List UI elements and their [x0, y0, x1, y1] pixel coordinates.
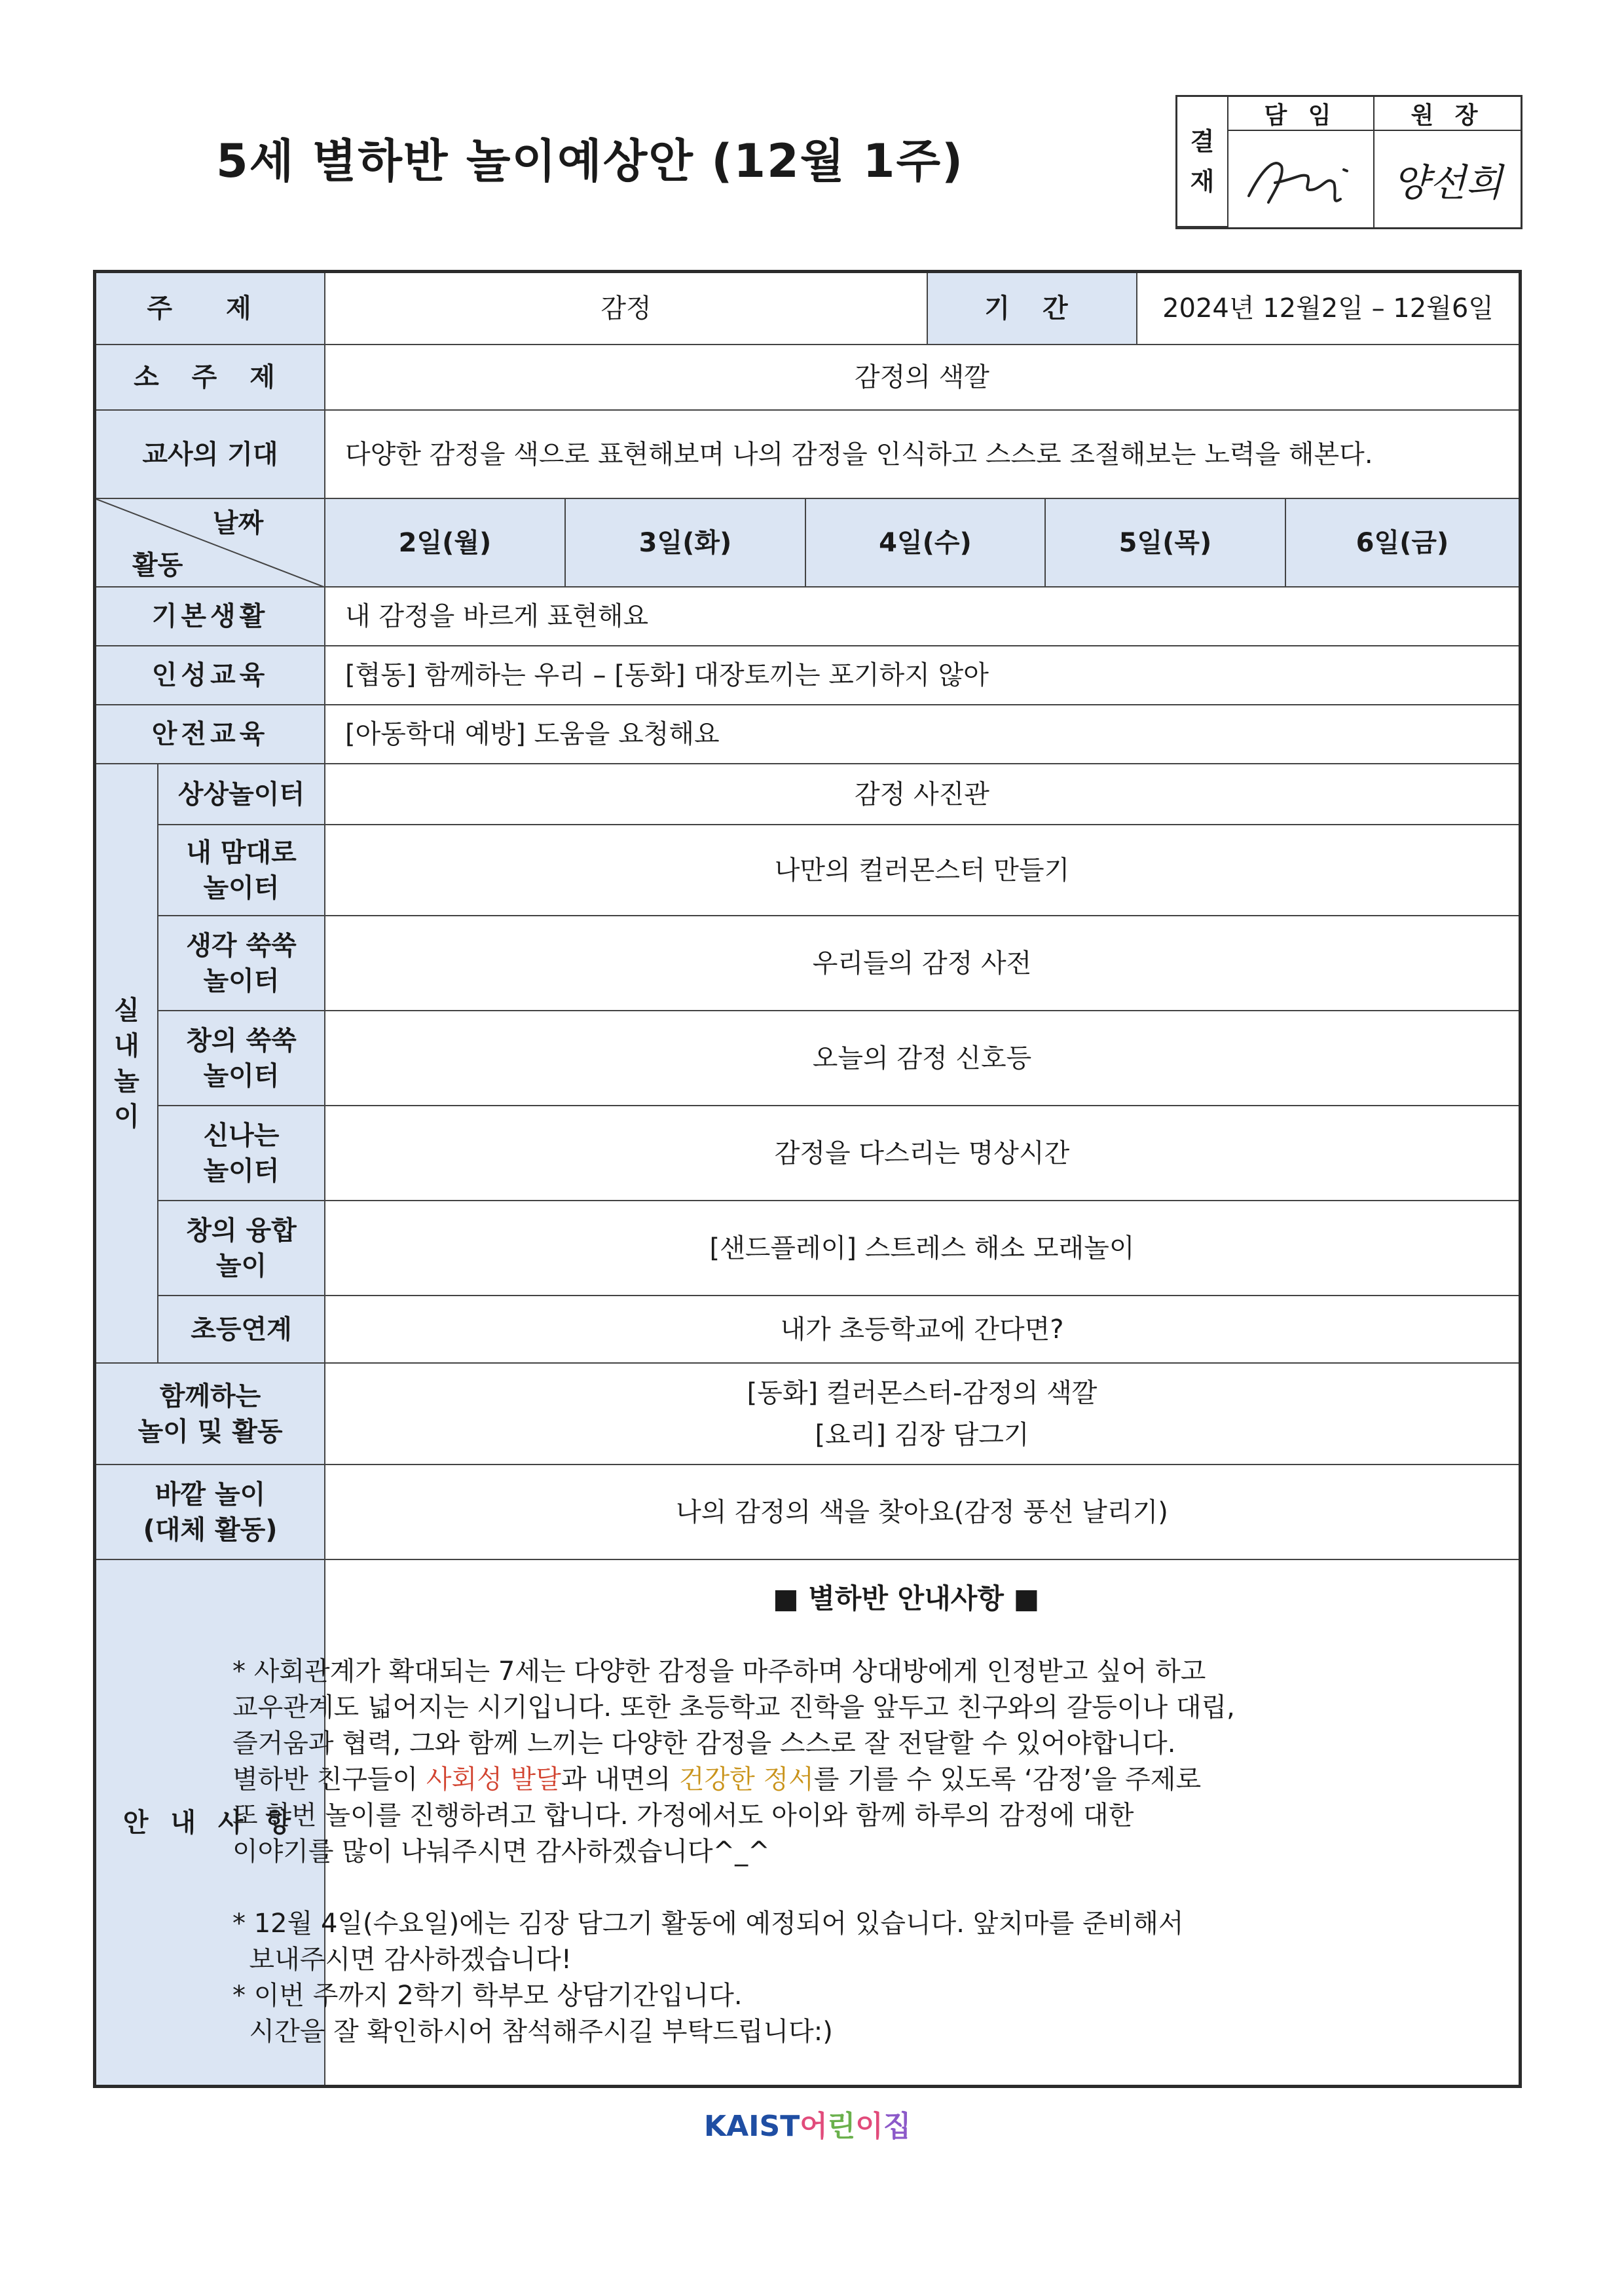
diagonal-divider-icon: [96, 499, 325, 588]
notice-text-part: 과 내면의: [561, 1764, 679, 1795]
activity-label: 활동: [132, 550, 183, 580]
together-item: [동화] 컬러몬스터-감정의 색깔: [747, 1377, 1098, 1408]
highlight-emotion: 건강한 정서: [678, 1764, 814, 1795]
basic-value: 내 감정을 바르게 표현해요: [325, 588, 1519, 646]
logo-char: 린: [827, 2110, 856, 2143]
basic-label: 기본생활: [96, 588, 325, 646]
approval-box: [1175, 95, 1522, 229]
day-wed: 4일(수): [806, 499, 1046, 588]
day-thu: 5일(목): [1046, 499, 1286, 588]
signature-scribble-icon: [1236, 143, 1367, 215]
notice-line: [232, 1762, 1503, 1798]
approval-label-2: 재: [1190, 166, 1215, 196]
indoor-area: 창의 쑥쑥 놀이터: [158, 1011, 325, 1106]
safety-value: [아동학대 예방] 도움을 요청해요: [325, 705, 1519, 764]
notice-line: * 사회관계가 확대되는 7세는 다양한 감정을 마주하며 상대방에게 인정받고 싶어 하고: [232, 1656, 1206, 1687]
subject-label: 주 제: [96, 273, 325, 345]
approval-head-teacher: 담 임: [1228, 97, 1375, 131]
indoor-label-char: 놀: [114, 1066, 139, 1096]
notice-line: 교우관계도 넓어지는 시기입니다. 또한 초등학교 진학을 앞두고 친구와의 갈등이나 대립,: [232, 1692, 1235, 1723]
director-signature-text: 양선희: [1392, 160, 1503, 205]
approval-label: [1177, 97, 1228, 227]
subject-value: 감정: [325, 273, 928, 345]
indoor-label-char: 이: [114, 1101, 139, 1132]
day-mon: 2일(월): [325, 499, 566, 588]
head-teacher-signature: [1228, 131, 1375, 227]
notice-line: 이야기를 많이 나눠주시면 감사하겠습니다^_^: [232, 1837, 770, 1867]
notice-title: ■ 별하반 안내사항 ■: [773, 1582, 1040, 1614]
subsubject-label: 소 주 제: [96, 345, 325, 411]
indoor-label-char: 실: [114, 995, 139, 1026]
day-fri: 6일(금): [1286, 499, 1519, 588]
indoor-area: 신나는 놀이터: [158, 1106, 325, 1201]
notice-spacer: [232, 1870, 1503, 1906]
outdoor-label: 바깥 놀이 (대체 활동): [96, 1465, 325, 1560]
indoor-activity: 오늘의 감정 신호등: [325, 1011, 1519, 1106]
indoor-activity: 나만의 컬러몬스터 만들기: [325, 825, 1519, 916]
indoor-activity: 내가 초등학교에 간다면?: [325, 1296, 1519, 1364]
notice-line: * 이번 주까지 2학기 학부모 상담기간입니다.: [232, 1981, 743, 2011]
indoor-activity: [샌드플레이] 스트레스 해소 모래놀이: [325, 1201, 1519, 1296]
notice-line: 보내주시면 감사하겠습니다!: [232, 1945, 572, 1975]
character-value: [협동] 함께하는 우리 – [동화] 대장토끼는 포기하지 않아: [325, 646, 1519, 705]
indoor-area: 생각 쑥쑥 놀이터: [158, 916, 325, 1011]
notice-line: 시간을 잘 확인하시어 참석해주시길 부탁드립니다:): [232, 2017, 833, 2047]
notice-line: 즐거움과 협력, 그와 함께 느끼는 다양한 감정을 스스로 잘 전달할 수 있어야합니다.: [232, 1728, 1176, 1759]
logo-char: 집: [883, 2110, 912, 2143]
indoor-label: [96, 764, 158, 1364]
together-value: [325, 1364, 1519, 1465]
logo-char: 어: [800, 2110, 828, 2143]
notice-line: * 12월 4일(수요일)에는 김장 담그기 활동에 예정되어 있습니다. 앞치마를 준비해서: [232, 1909, 1184, 1939]
notice-text-part: 를 기를 수 있도록 ‘감정’을 주제로: [813, 1764, 1202, 1795]
indoor-area: 상상놀이터: [158, 764, 325, 825]
highlight-social: 사회성 발달: [426, 1764, 561, 1795]
logo-brand: KAIST: [704, 2110, 800, 2143]
period-label: 기 간: [928, 273, 1137, 345]
period-value: 2024년 12월2일 – 12월6일: [1137, 273, 1519, 345]
indoor-area: 내 맘대로 놀이터: [158, 825, 325, 916]
expect-value: 다양한 감정을 색으로 표현해보며 나의 감정을 인식하고 스스로 조절해보는 노력을 해본다.: [325, 411, 1519, 499]
notice-text: [232, 1654, 1503, 2050]
director-signature: [1375, 131, 1521, 227]
date-activity-corner: [96, 499, 325, 588]
page-title: 5세 별하반 놀이예상안 (12월 1주): [216, 134, 965, 188]
notice-text-part: 별하반 친구들이: [232, 1764, 426, 1795]
character-label: 인성교육: [96, 646, 325, 705]
kaist-logo: [704, 2102, 911, 2144]
date-label: 날짜: [213, 508, 264, 538]
subsubject-value: 감정의 색깔: [325, 345, 1519, 411]
indoor-activity: 우리들의 감정 사전: [325, 916, 1519, 1011]
approval-label-1: 결: [1190, 126, 1215, 156]
notice-line: 또 한번 놀이를 진행하려고 합니다. 가정에서도 아이와 함께 하루의 감정에 대한: [232, 1801, 1134, 1831]
indoor-activity: 감정 사진관: [325, 764, 1519, 825]
indoor-label-char: 내: [114, 1030, 139, 1061]
approval-director: 원 장: [1375, 97, 1521, 131]
outdoor-value: 나의 감정의 색을 찾아요(감정 풍선 날리기): [325, 1465, 1519, 1560]
day-tue: 3일(화): [566, 499, 806, 588]
notice-label: 안 내 사 항: [96, 1560, 325, 2085]
indoor-area: 창의 융합 놀이: [158, 1201, 325, 1296]
indoor-activity: 감정을 다스리는 명상시간: [325, 1106, 1519, 1201]
together-item: [요리] 김장 담그기: [815, 1419, 1029, 1450]
together-label: 함께하는 놀이 및 활동: [96, 1364, 325, 1465]
logo-char: 이: [855, 2110, 883, 2143]
expect-label: 교사의 기대: [96, 411, 325, 499]
safety-label: 안전교육: [96, 705, 325, 764]
indoor-area: 초등연계: [158, 1296, 325, 1364]
